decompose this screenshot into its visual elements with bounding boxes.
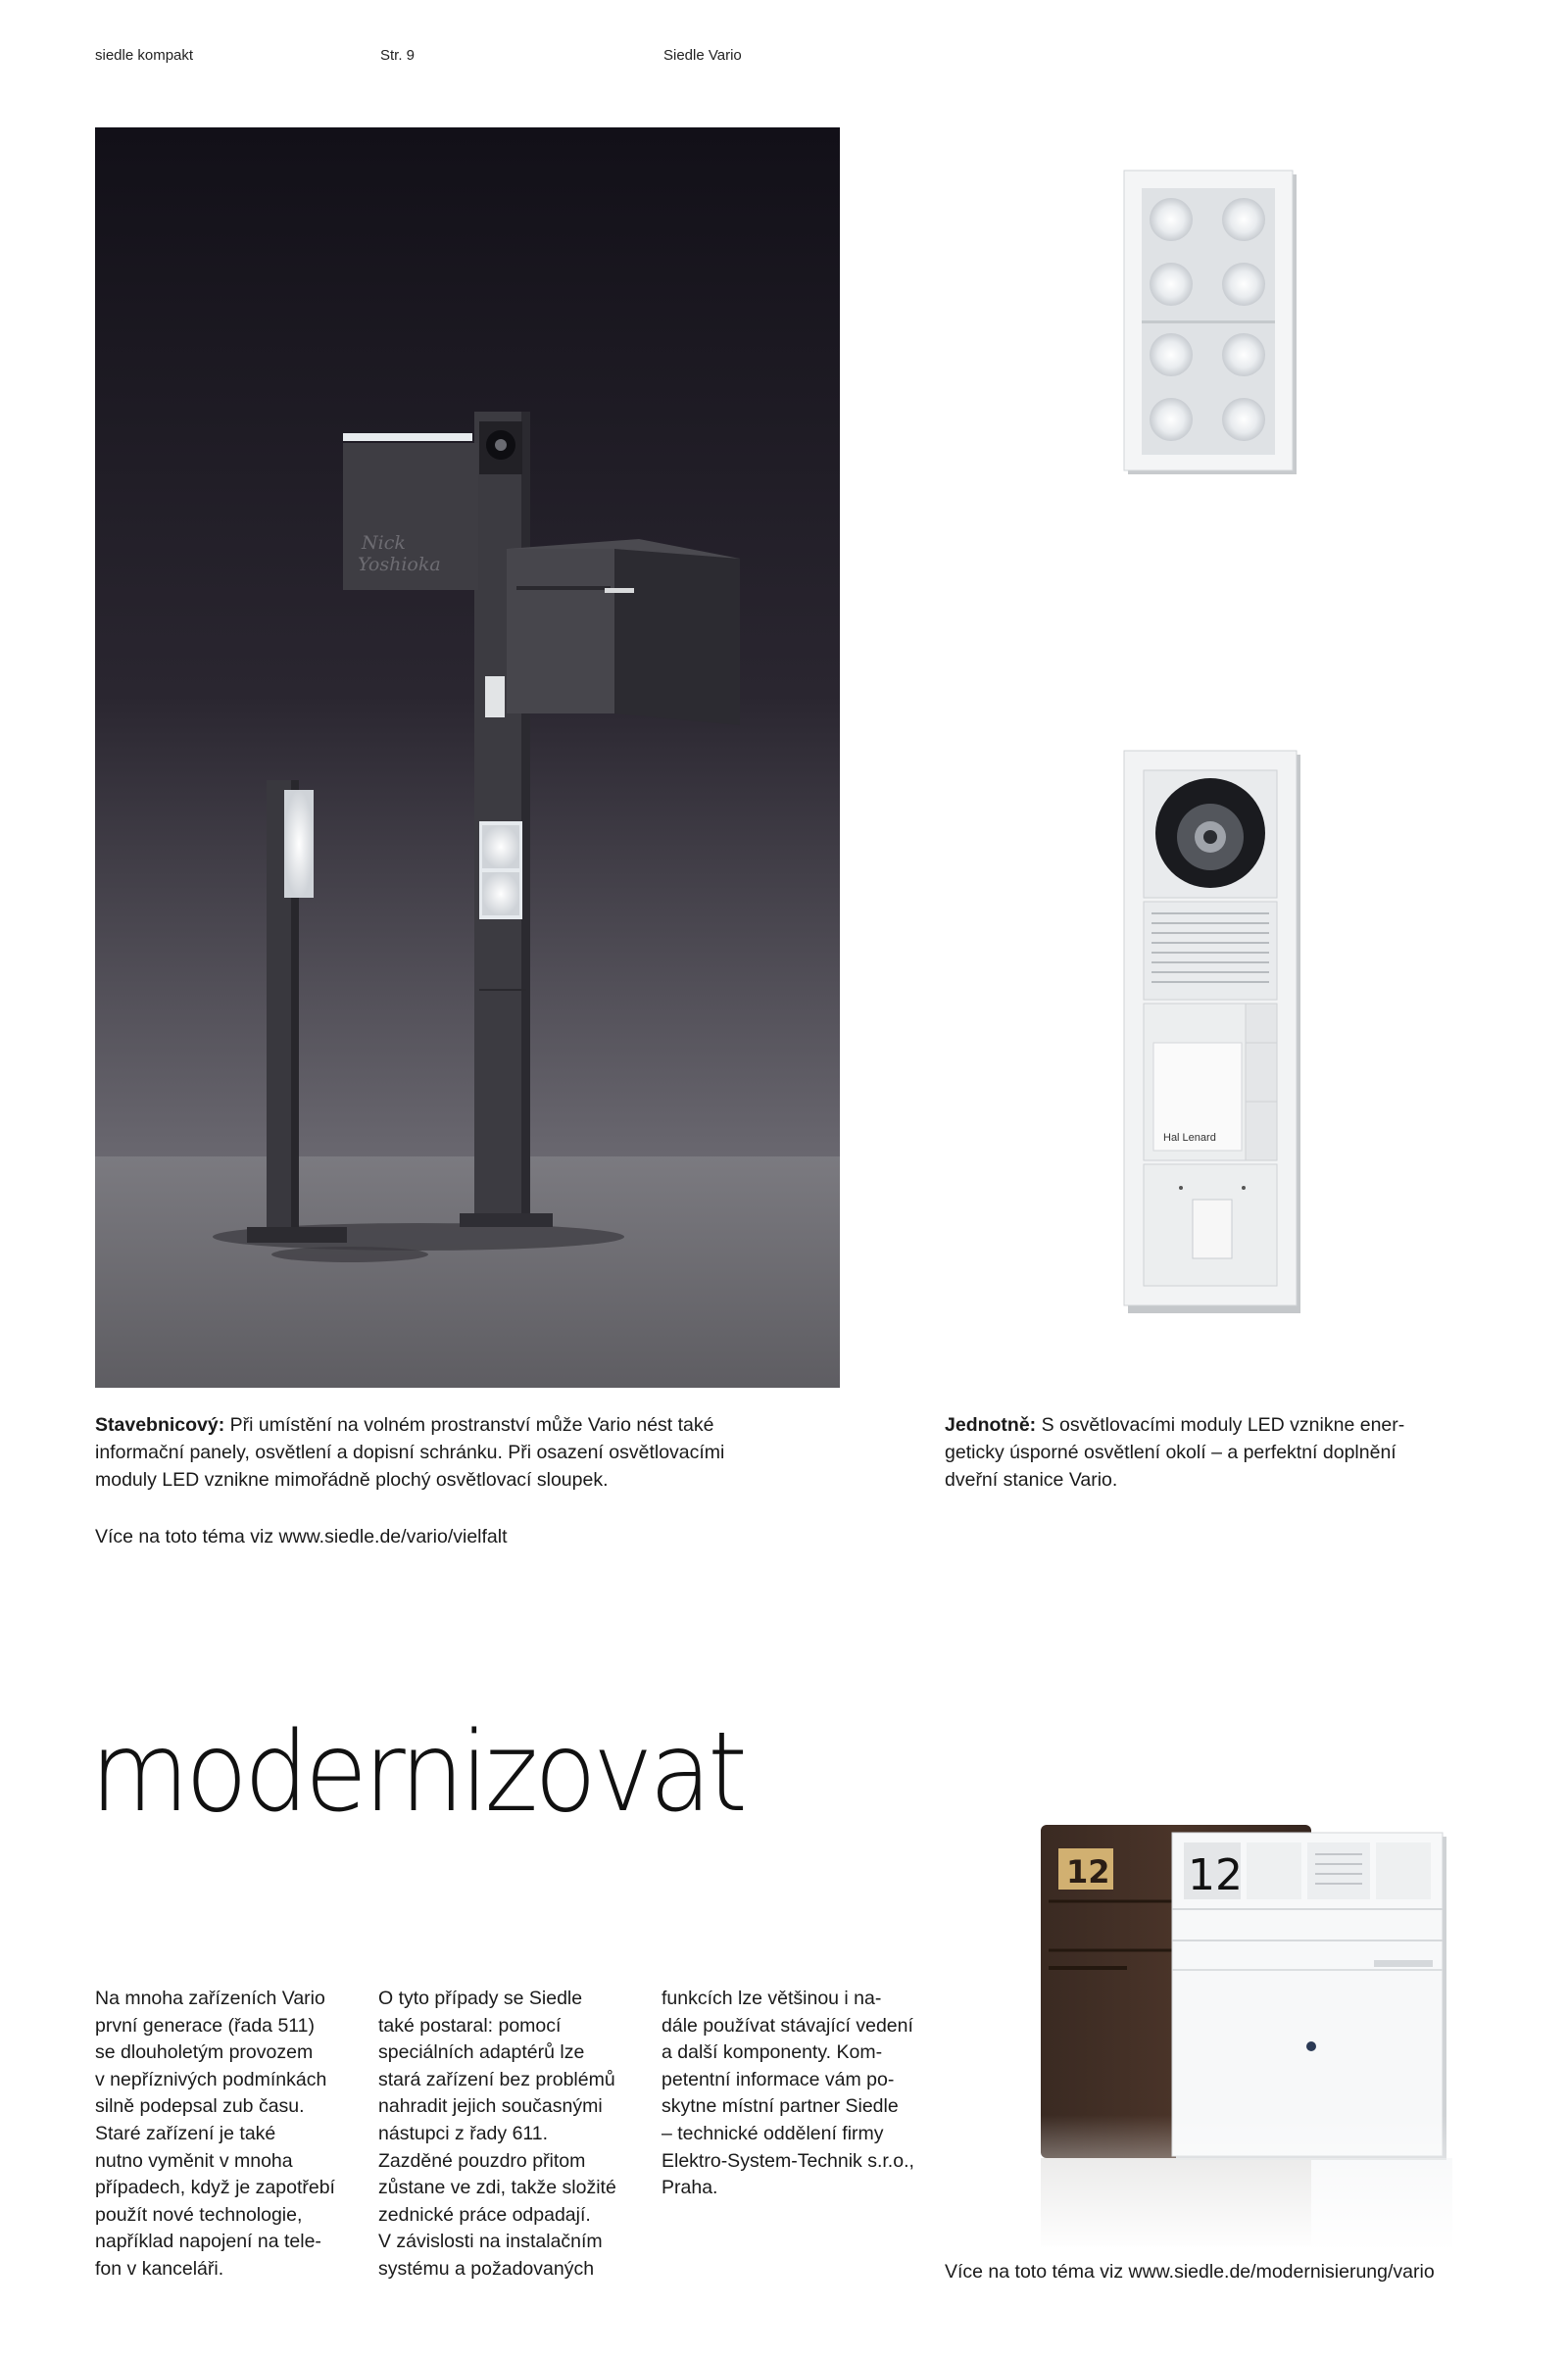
station-nameplate: Hal Lenard (1163, 1132, 1216, 1144)
old-and-new-mailbox-stations (1041, 1821, 1452, 2252)
video-door-station (1122, 749, 1302, 1313)
caption-left (95, 1411, 742, 1494)
header-page-number: Str. 9 (380, 47, 416, 64)
caption-right-lead: Jednotně: (945, 1414, 1037, 1436)
caption-left-text: Při umístění na volném prostranství může Vario nést také informační panely, osvětlení a dopisní schránku. Při osazení osvětlovacími moduly LED vznikne mimořádně plochý osvětlovací sloupek. (95, 1414, 725, 1491)
nameplate-line1: Nick (362, 532, 406, 554)
header-section: Siedle Vario (663, 47, 742, 64)
caption-left-link[interactable]: Více na toto téma viz www.siedle.de/vario/vielfalt (95, 1526, 508, 1547)
led-light-module (1122, 169, 1300, 476)
caption-left-lead: Stavebnicový: (95, 1414, 225, 1436)
body-column-1: Na mnoha zařízeních Vario první generace (řada 511) se dlouholetým provozem v nepříznivých podmínkách silně podepsal zub času. Staré zařízení je také nutno vyměnit v mnoha případech, když je zapotřebí použít nové technologie, například napojení na tele- fon v kanceláři. (95, 1988, 335, 2280)
vario-pillars-photo (95, 127, 840, 1388)
section-link[interactable]: Více na toto téma viz www.siedle.de/modernisierung/vario (945, 2261, 1435, 2283)
nameplate-line2: Yoshioka (358, 554, 441, 575)
body-column-2: O tyto případy se Siedle také postaral: pomocí speciálních adaptérů lze stará zařízení bez problémů nahradit jejich současnými nástupci z řady 611. Zazděné pouzdro přitom zůstane ve zdi, takže složité zednické práce odpadají. V závislosti na instalačním systému a požadovaných (378, 1988, 616, 2280)
section-title: modernizovat (90, 1707, 744, 1838)
header-publication: siedle kompakt (95, 47, 194, 64)
caption-right (945, 1411, 1445, 1494)
new-house-number: 12 (1188, 1850, 1243, 1900)
caption-right-text: S osvětlovacími moduly LED vznikne ener-geticky úsporné osvětlení okolí – a perfektní doplnění dveřní stanice Vario. (945, 1414, 1405, 1491)
body-column-3: funkcích lze většinou i na- dále používat stávající vedení a další komponenty. Kom- petentní informace vám po- skytne místní partner Siedle – technické oddělení firmy Elektro-System-Technik s.r.o., Praha. (662, 1988, 914, 2199)
old-house-number: 12 (1066, 1853, 1110, 1891)
